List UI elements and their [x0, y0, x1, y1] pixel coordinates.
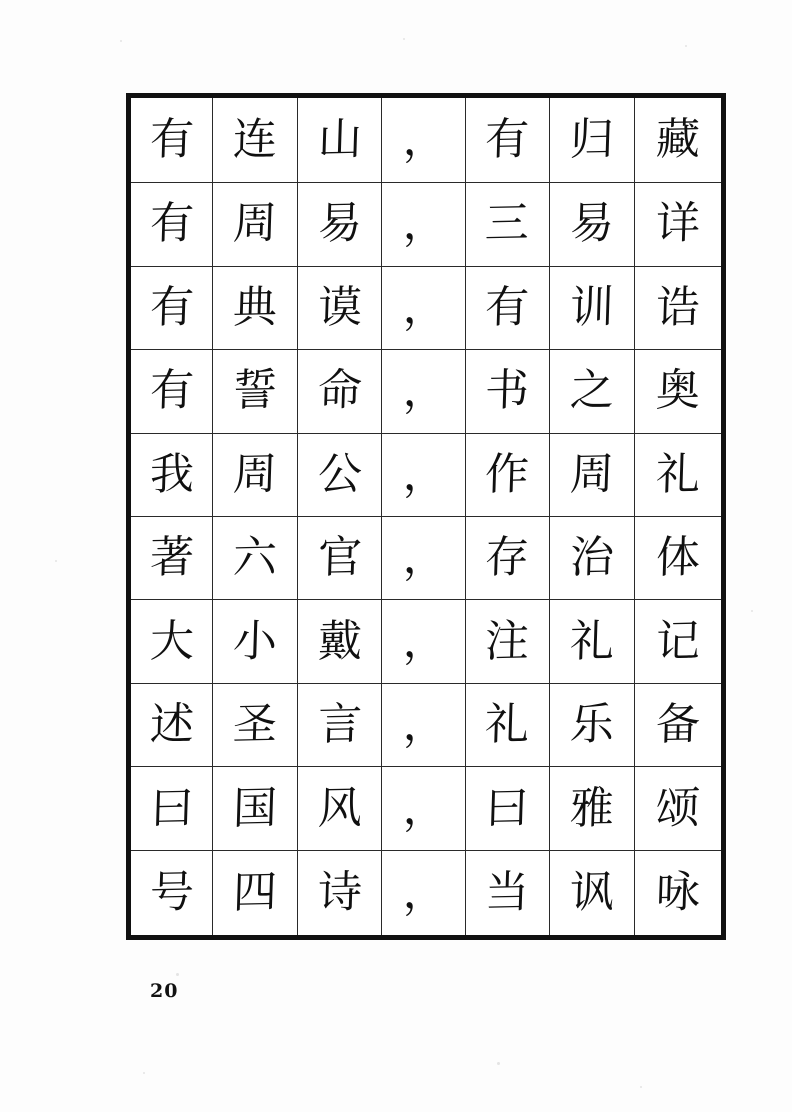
- grid-cell: [129, 350, 213, 433]
- character-glyph: 注: [484, 615, 531, 668]
- character-glyph: 号: [148, 866, 195, 919]
- character-glyph: 奥: [655, 364, 701, 417]
- character-glyph: 命: [316, 364, 363, 417]
- grid-cell: [634, 350, 723, 433]
- grid-cell: [213, 850, 297, 937]
- table-row: [129, 516, 724, 599]
- grid-cell: [129, 183, 213, 266]
- table-row: [129, 600, 724, 683]
- character-glyph: 周: [232, 448, 279, 501]
- character-glyph: 小: [232, 615, 279, 668]
- character-glyph: 易: [569, 197, 615, 250]
- table-row: [129, 350, 724, 433]
- character-glyph: 记: [655, 615, 701, 668]
- character-glyph: 官: [316, 531, 363, 584]
- character-glyph: 归: [569, 113, 615, 166]
- character-glyph: 易: [316, 197, 363, 250]
- grid-cell: [297, 767, 381, 850]
- grid-cell: [634, 266, 723, 349]
- character-grid-table: [126, 93, 726, 940]
- grid-cell-punctuation: [382, 350, 465, 433]
- grid-cell: [213, 767, 297, 850]
- character-glyph: 详: [655, 197, 701, 250]
- grid-cell: [634, 96, 723, 183]
- character-glyph: 国: [232, 782, 279, 835]
- character-glyph: 大: [148, 615, 195, 668]
- grid-cell: [129, 96, 213, 183]
- grid-cell: [297, 516, 381, 599]
- grid-cell: [213, 183, 297, 266]
- table-row: [129, 850, 724, 937]
- character-glyph: 雅: [569, 782, 615, 835]
- grid-cell-punctuation: [382, 600, 465, 683]
- grid-cell: [550, 266, 634, 349]
- grid-cell: [465, 266, 549, 349]
- scan-speckle: [403, 38, 405, 40]
- character-glyph: 礼: [569, 615, 615, 668]
- grid-cell: [465, 96, 549, 183]
- punctuation-glyph: ，: [402, 281, 447, 333]
- scan-speckle: [685, 45, 687, 47]
- scan-speckle: [120, 40, 122, 42]
- character-glyph: 圣: [232, 698, 279, 751]
- character-glyph: 有: [484, 113, 531, 166]
- grid-cell-punctuation: [382, 683, 465, 766]
- grid-cell: [465, 767, 549, 850]
- grid-cell-punctuation: [382, 850, 465, 937]
- grid-cell: [129, 767, 213, 850]
- scan-speckle: [143, 1072, 145, 1074]
- punctuation-glyph: ，: [402, 198, 447, 250]
- character-glyph: 存: [484, 531, 531, 584]
- grid-cell-punctuation: [382, 96, 465, 183]
- punctuation-glyph: ，: [402, 615, 447, 667]
- character-glyph: 藏: [655, 113, 701, 166]
- grid-cell: [550, 516, 634, 599]
- grid-cell: [465, 683, 549, 766]
- grid-cell: [297, 600, 381, 683]
- punctuation-glyph: ，: [402, 532, 447, 584]
- grid-cell: [465, 516, 549, 599]
- calligraphy-practice-grid: [126, 93, 726, 940]
- character-glyph: 治: [569, 531, 615, 584]
- grid-cell: [213, 350, 297, 433]
- character-glyph: 礼: [484, 698, 531, 751]
- grid-cell: [213, 433, 297, 516]
- grid-cell: [465, 350, 549, 433]
- grid-cell-punctuation: [382, 266, 465, 349]
- grid-cell: [297, 850, 381, 937]
- punctuation-glyph: ，: [402, 448, 447, 500]
- grid-cell-punctuation: [382, 516, 465, 599]
- punctuation-glyph: ，: [402, 866, 447, 918]
- scan-speckle: [497, 1062, 500, 1065]
- grid-cell: [550, 96, 634, 183]
- character-glyph: 周: [232, 197, 279, 250]
- grid-cell: [129, 266, 213, 349]
- scan-speckle: [55, 560, 57, 562]
- character-glyph: 曰: [484, 782, 531, 835]
- character-glyph: 之: [569, 364, 615, 417]
- grid-cell: [634, 600, 723, 683]
- character-glyph: 咏: [655, 866, 701, 919]
- character-glyph: 体: [655, 531, 701, 584]
- table-row: [129, 433, 724, 516]
- character-glyph: 三: [484, 197, 531, 250]
- grid-cell: [634, 850, 723, 937]
- grid-cell: [550, 600, 634, 683]
- character-glyph: 公: [316, 448, 363, 501]
- character-glyph: 戴: [316, 615, 363, 668]
- grid-cell: [129, 433, 213, 516]
- table-row: [129, 767, 724, 850]
- character-glyph: 誓: [232, 364, 279, 417]
- character-glyph: 连: [232, 113, 279, 166]
- character-glyph: 乐: [569, 698, 615, 751]
- character-glyph: 训: [569, 281, 615, 334]
- grid-cell: [129, 683, 213, 766]
- punctuation-glyph: ，: [402, 699, 447, 751]
- grid-cell: [465, 433, 549, 516]
- character-glyph: 有: [148, 281, 195, 334]
- grid-cell: [129, 600, 213, 683]
- character-glyph: 山: [316, 113, 363, 166]
- grid-cell: [213, 683, 297, 766]
- character-glyph: 有: [148, 113, 195, 166]
- grid-cell: [213, 600, 297, 683]
- character-glyph: 曰: [148, 782, 195, 835]
- character-glyph: 当: [484, 866, 531, 919]
- grid-cell-punctuation: [382, 183, 465, 266]
- grid-cell: [550, 350, 634, 433]
- grid-cell: [550, 850, 634, 937]
- character-glyph: 述: [148, 698, 195, 751]
- grid-cell: [297, 433, 381, 516]
- character-glyph: 周: [569, 448, 615, 501]
- character-glyph: 诰: [655, 281, 701, 334]
- character-glyph: 书: [484, 364, 531, 417]
- grid-cell: [465, 850, 549, 937]
- grid-cell: [634, 767, 723, 850]
- character-glyph: 有: [148, 364, 195, 417]
- punctuation-glyph: ，: [402, 114, 447, 166]
- grid-cell: [465, 183, 549, 266]
- grid-cell: [550, 433, 634, 516]
- character-glyph: 作: [484, 448, 531, 501]
- character-glyph: 言: [316, 698, 363, 751]
- character-glyph: 典: [232, 281, 279, 334]
- table-row: [129, 183, 724, 266]
- scan-speckle: [640, 1086, 642, 1088]
- character-glyph: 讽: [569, 866, 615, 919]
- grid-cell: [129, 516, 213, 599]
- scan-speckle: [751, 610, 753, 612]
- grid-cell: [550, 183, 634, 266]
- grid-cell-punctuation: [382, 767, 465, 850]
- table-row: [129, 266, 724, 349]
- grid-cell: [634, 683, 723, 766]
- table-row: [129, 683, 724, 766]
- character-glyph: 风: [316, 782, 363, 835]
- character-glyph: 谟: [316, 281, 363, 334]
- scan-speckle: [176, 973, 179, 976]
- character-glyph: 有: [148, 197, 195, 250]
- character-glyph: 四: [232, 866, 279, 919]
- punctuation-glyph: ，: [402, 365, 447, 417]
- grid-cell: [297, 96, 381, 183]
- character-glyph: 备: [655, 698, 701, 751]
- character-glyph: 著: [148, 531, 195, 584]
- character-glyph: 六: [232, 531, 279, 584]
- grid-cell: [213, 266, 297, 349]
- grid-cell: [465, 600, 549, 683]
- character-glyph: 我: [148, 448, 195, 501]
- grid-cell: [634, 516, 723, 599]
- grid-cell-punctuation: [382, 433, 465, 516]
- grid-cell: [297, 266, 381, 349]
- character-glyph: 颂: [655, 782, 701, 835]
- page-number: 20: [150, 980, 179, 1002]
- table-row: [129, 96, 724, 183]
- character-glyph: 诗: [316, 866, 363, 919]
- grid-cell: [129, 850, 213, 937]
- character-glyph: 有: [484, 281, 531, 334]
- grid-cell: [297, 350, 381, 433]
- grid-cell: [213, 96, 297, 183]
- character-glyph: 礼: [655, 448, 701, 501]
- grid-cell: [297, 683, 381, 766]
- grid-cell: [213, 516, 297, 599]
- grid-cell: [297, 183, 381, 266]
- grid-cell: [634, 433, 723, 516]
- grid-cell: [634, 183, 723, 266]
- punctuation-glyph: ，: [402, 782, 447, 834]
- grid-cell: [550, 767, 634, 850]
- grid-cell: [550, 683, 634, 766]
